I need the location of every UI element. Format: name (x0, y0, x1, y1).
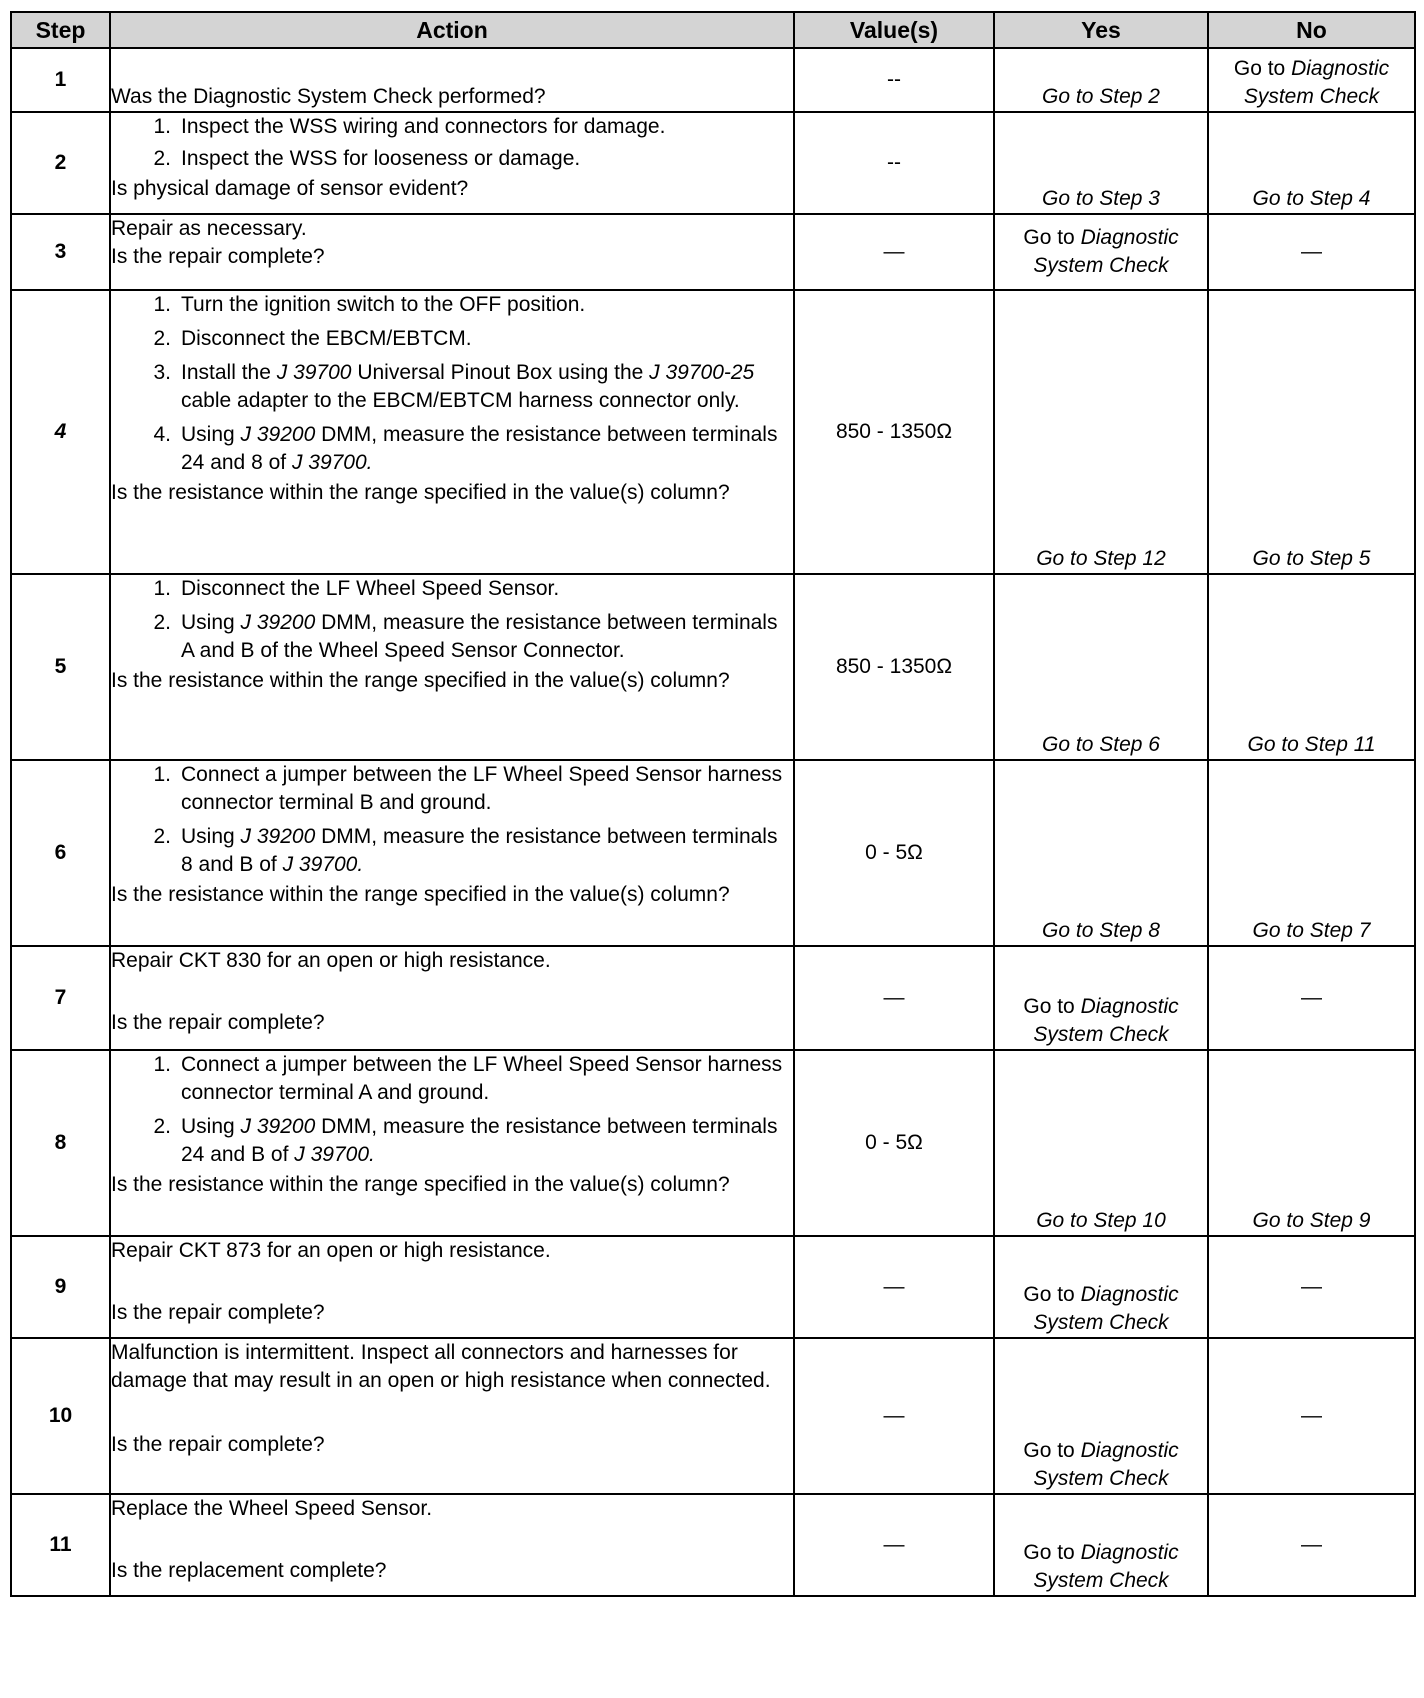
table-row-step-7 (11, 946, 1415, 1050)
header-action: Action (110, 12, 794, 48)
yes-cell (994, 1494, 1208, 1596)
value-cell: -- (794, 48, 994, 112)
no-cell: Go to Step 4 (1208, 112, 1415, 214)
value-cell: 850 - 1350Ω (794, 574, 994, 760)
action-cell (110, 946, 794, 1050)
tool-ref: J 39700. (282, 853, 364, 876)
action-cell (110, 1338, 794, 1494)
table-row-step-9 (11, 1236, 1415, 1338)
action-question: Is the replacement complete? (111, 1559, 387, 1582)
action-question: Was the Diagnostic System Check performed? (111, 85, 546, 108)
action-question: Is the resistance within the range specified in the value(s) column? (111, 883, 730, 906)
syscheck-text: System Check (1033, 1467, 1169, 1490)
action-question: Is the resistance within the range specified in the value(s) column? (111, 1173, 730, 1196)
action-item: Disconnect the LF Wheel Speed Sensor. (181, 577, 560, 600)
action-text: Repair CKT 873 for an open or high resistance. (111, 1239, 551, 1262)
header-values: Value(s) (794, 12, 994, 48)
action-question: Is physical damage of sensor evident? (111, 177, 469, 200)
action-cell (110, 48, 794, 112)
header-yes: Yes (994, 12, 1208, 48)
action-item: Connect a jumper between the LF Wheel Speed Sensor harness connector terminal A and ground. (181, 1053, 783, 1104)
value-cell: — (794, 1494, 994, 1596)
tool-ref: J 39200 (240, 1115, 316, 1138)
goto-text: Go to (1023, 226, 1075, 249)
action-cell (110, 214, 794, 290)
action-question: Is the resistance within the range specified in the value(s) column? (111, 481, 730, 504)
tool-ref: J 39700 (276, 361, 352, 384)
action-list: 1. Connect a jumper between the LF Wheel Speed Sensor harness connector terminal B and ground. 2. Using J 39200 DMM, measure the resistance between terminals 8 and B of J 39700. (111, 761, 793, 879)
no-cell (1208, 48, 1415, 112)
action-item: Inspect the WSS for looseness or damage. (181, 147, 581, 170)
syscheck-text: System Check (1033, 1569, 1169, 1592)
no-cell: Go to Step 5 (1208, 290, 1415, 574)
goto-text: Go to (1023, 1283, 1075, 1306)
action-item: Using J 39200 DMM, measure the resistance between terminals 24 and 8 of J 39700. (181, 423, 778, 474)
no-cell: — (1208, 946, 1415, 1050)
table-row-step-1 (11, 48, 1415, 112)
action-list: 1. Connect a jumper between the LF Wheel Speed Sensor harness connector terminal A and ground. 2. Using J 39200 DMM, measure the resistance between terminals 24 and B of J 39700. (111, 1051, 793, 1169)
step-number: 6 (11, 760, 110, 946)
yes-cell: Go to Step 8 (994, 760, 1208, 946)
yes-cell: Go to Step 12 (994, 290, 1208, 574)
action-cell (110, 760, 794, 946)
action-cell (110, 1236, 794, 1338)
action-cell (110, 574, 794, 760)
action-text: Repair as necessary. (111, 217, 307, 240)
action-cell (110, 112, 794, 214)
action-question: Is the resistance within the range specified in the value(s) column? (111, 669, 730, 692)
value-cell: 0 - 5Ω (794, 760, 994, 946)
step-number: 3 (11, 214, 110, 290)
action-cell (110, 1494, 794, 1596)
tool-ref: J 39700. (294, 1143, 375, 1166)
value-cell: 0 - 5Ω (794, 1050, 994, 1236)
table-row-step-10 (11, 1338, 1415, 1494)
action-list: 1. Disconnect the LF Wheel Speed Sensor. 2. Using J 39200 DMM, measure the resistance between terminals A and B of the Wheel Speed Sensor Connector. (111, 575, 793, 665)
table-row-step-8 (11, 1050, 1415, 1236)
yes-cell (994, 1236, 1208, 1338)
yes-cell (994, 1338, 1208, 1494)
goto-text: Go to (1233, 57, 1286, 80)
syscheck-text: System Check (1033, 1311, 1169, 1334)
tool-ref: J 39200 (240, 611, 316, 634)
diag-text: Diagnostic (1080, 1439, 1179, 1462)
action-item: Connect a jumper between the LF Wheel Speed Sensor harness connector terminal B and ground. (181, 763, 783, 814)
action-item: Disconnect the EBCM/EBTCM. (181, 327, 472, 350)
header-row (11, 12, 1415, 48)
action-item: Turn the ignition switch to the OFF position. (181, 293, 586, 316)
no-cell: Go to Step 11 (1208, 574, 1415, 760)
table-row-step-2 (11, 112, 1415, 214)
action-question: Is the repair complete? (111, 1011, 325, 1034)
tool-ref: J 39700. (291, 451, 373, 474)
goto-text: Go to (1023, 995, 1075, 1018)
tool-ref: J 39700-25 (649, 361, 755, 384)
step-number: 10 (11, 1338, 110, 1494)
goto-text: Go to (1023, 1541, 1075, 1564)
diag-text: Diagnostic (1080, 226, 1179, 249)
no-cell: — (1208, 1236, 1415, 1338)
diag-check-link: Diagnostic System Check (1243, 57, 1390, 108)
header-step: Step (11, 12, 110, 48)
value-cell: — (794, 1236, 994, 1338)
yes-cell: Go to Step 6 (994, 574, 1208, 760)
action-list: 1. Turn the ignition switch to the OFF position. 2. Disconnect the EBCM/EBTCM. 3. Install the J 39700 Universal Pinout Box using the J 39700-25 cable adapter to the EBCM/EBTCM harness connector only. 4. Using J 39200 DMM, measure the resistance between terminals 24 and 8 of J 39700. (111, 291, 793, 477)
step-number: 9 (11, 1236, 110, 1338)
syscheck-text: System Check (1033, 254, 1169, 277)
value-cell: — (794, 946, 994, 1050)
action-cell (110, 1050, 794, 1236)
table-row-step-11 (11, 1494, 1415, 1596)
no-cell: — (1208, 1338, 1415, 1494)
value-cell: — (794, 1338, 994, 1494)
step-number: 7 (11, 946, 110, 1050)
yes-cell: Go to Step 2 (994, 48, 1208, 112)
diag-text: Diagnostic (1080, 1283, 1179, 1306)
action-list: 1. Inspect the WSS wiring and connectors for damage. 2. Inspect the WSS for looseness or damage. (111, 113, 793, 173)
action-text: Malfunction is intermittent. Inspect all connectors and harnesses for damage that may result in an open or high resistance when connected. (111, 1341, 771, 1392)
step-number: 5 (11, 574, 110, 760)
yes-cell: Go to Step 10 (994, 1050, 1208, 1236)
action-item: Using J 39200 DMM, measure the resistance between terminals A and B of the Wheel Speed Sensor Connector. (181, 611, 778, 662)
value-cell: 850 - 1350Ω (794, 290, 994, 574)
action-question: Is the repair complete? (111, 245, 325, 268)
step-number: 11 (11, 1494, 110, 1596)
action-question: Is the repair complete? (111, 1433, 325, 1456)
value-cell: — (794, 214, 994, 290)
action-text: Replace the Wheel Speed Sensor. (111, 1497, 433, 1520)
table-row-step-3 (11, 214, 1415, 290)
no-cell: — (1208, 214, 1415, 290)
goto-text: Go to (1023, 1439, 1075, 1462)
action-item: Using J 39200 DMM, measure the resistance between terminals 8 and B of J 39700. (181, 825, 778, 876)
step-number: 4 (11, 290, 110, 574)
action-item: Using J 39200 DMM, measure the resistance between terminals 24 and B of J 39700. (181, 1115, 778, 1166)
no-cell: Go to Step 9 (1208, 1050, 1415, 1236)
tool-ref: J 39200 (240, 423, 316, 446)
action-question: Is the repair complete? (111, 1301, 325, 1324)
diagnostic-table (10, 11, 1416, 1597)
value-cell: -- (794, 112, 994, 214)
yes-cell (994, 946, 1208, 1050)
table-row-step-6 (11, 760, 1415, 946)
tool-ref: J 39200 (240, 825, 316, 848)
action-item: Install the J 39700 Universal Pinout Box using the J 39700-25 cable adapter to the EBCM/EBTCM harness connector only. (181, 361, 755, 412)
header-no: No (1208, 12, 1415, 48)
action-item: Inspect the WSS wiring and connectors for damage. (181, 115, 666, 138)
no-cell: Go to Step 7 (1208, 760, 1415, 946)
diag-text: Diagnostic (1080, 1541, 1179, 1564)
table-row-step-4 (11, 290, 1415, 574)
step-number: 8 (11, 1050, 110, 1236)
action-cell (110, 290, 794, 574)
no-cell: — (1208, 1494, 1415, 1596)
step-number: 2 (11, 112, 110, 214)
action-text: Repair CKT 830 for an open or high resistance. (111, 949, 551, 972)
yes-cell: Go to Step 3 (994, 112, 1208, 214)
step-number: 1 (11, 48, 110, 112)
table-row-step-5 (11, 574, 1415, 760)
yes-cell (994, 214, 1208, 290)
diag-text: Diagnostic (1080, 995, 1179, 1018)
syscheck-text: System Check (1033, 1023, 1169, 1046)
